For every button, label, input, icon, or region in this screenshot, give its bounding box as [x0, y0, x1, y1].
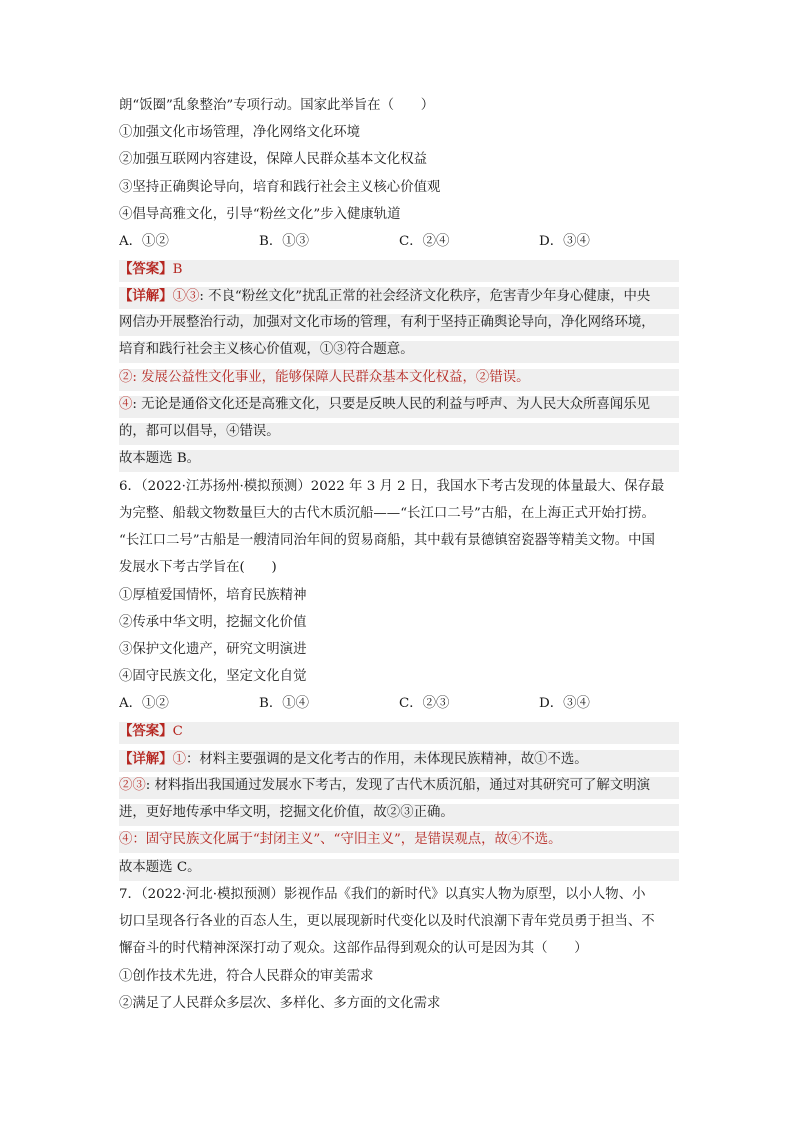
q7-item-2: ②满足了人民群众多层次、多样化、多方面的文化需求: [119, 996, 441, 1011]
q5-detail-line-2: [119, 314, 679, 336]
q5-option-a: A．①②: [119, 234, 169, 249]
q6-options: [119, 695, 679, 717]
q6-stem-line-2: 为完整、船载文物数量巨大的古代木质沉船——“长江口二号”古船，在上海正式开始打捞。: [119, 506, 655, 521]
q6-stem-line-3: “长江口二号”古船是一艘清同治年间的贸易商船，其中载有景德镇窑瓷器等精美文物。中国: [119, 533, 655, 548]
detail-text: : 无论是通俗文化还是高雅文化，只要是反映人民的利益与呼声、为人民大众所喜闻乐见: [132, 397, 650, 412]
q6-detail-line-4: [119, 831, 679, 853]
q6-detail-line-2: [119, 777, 679, 799]
q5-detail-line-5: [119, 396, 679, 418]
detail-text: 的，都可以倡导，④错误。: [119, 424, 280, 439]
detail-prefix: ①③: [172, 289, 200, 304]
q6-option-a: A．①②: [119, 696, 169, 711]
q7-stem-line-3: 懈奋斗的时代精神深深打动了观众。这部作品得到观众的认可是因为其（ ）: [119, 941, 588, 956]
detail-text: 培育和践行社会主义核心价值观，①③符合题意。: [119, 342, 414, 357]
detail-text: 网信办开展整治行动，加强对文化市场的管理，有利于坚持正确舆论导向，净化网络环境，: [119, 315, 655, 330]
q5-options: [119, 233, 679, 255]
q5-stem-tail: 朗“饭圈”乱象整治”专项行动。国家此举旨在（ ）: [119, 98, 435, 113]
detail-text: : 材料指出我国通过发展水下考古，发现了古代木质沉船，通过对其研究可了解文明演: [145, 778, 650, 793]
q5-option-d: D．③④: [539, 234, 590, 249]
q6-option-c: C．②③: [399, 696, 450, 711]
q5-item-3: ③坚持正确舆论导向，培育和践行社会主义核心价值观: [119, 180, 441, 195]
answer-value: B: [172, 262, 183, 277]
q6-option-d: D．③④: [539, 696, 590, 711]
detail-label: 【详解】: [119, 288, 173, 304]
q5-conclusion: 故本题选 B。: [119, 450, 679, 472]
q6-conclusion: 故本题选 C。: [119, 859, 679, 881]
q7-stem-line-1: 7．（2022·河北·模拟预测）影视作品《我们的新时代》以真实人物为原型，以小人物、小: [119, 887, 646, 902]
q6-detail-line-3: [119, 804, 679, 826]
q5-item-1: ①加强文化市场管理，净化网络文化环境: [119, 125, 361, 140]
q5-item-2: ②加强互联网内容建设，保障人民群众基本文化权益: [119, 152, 427, 167]
q5-answer: [119, 260, 679, 282]
q5-item-4: ④倡导高雅文化，引导“粉丝文化”步入健康轨道: [119, 207, 401, 222]
detail-text: ：固守民族文化属于“封闭主义”、“守旧主义”，是错误观点，故④不选。: [132, 832, 562, 847]
answer-label: 【答案】: [119, 261, 173, 277]
q7-stem-line-2: 切口呈现各行各业的百态人生，更以展现新时代变化以及时代浪潮下青年党员勇于担当、不: [119, 914, 655, 929]
detail-text: 进，更好地传承中华文明，挖掘文化价值，故②③正确。: [119, 805, 454, 820]
q6-item-1: ①厚植爱国情怀，培育民族精神: [119, 588, 307, 603]
detail-prefix: ④: [119, 832, 133, 847]
detail-prefix: ②: [119, 370, 133, 385]
detail-text: ：材料主要强调的是文化考古的作用，未体现民族精神，故①不选。: [185, 752, 588, 767]
q7-item-1: ①创作技术先进，符合人民群众的审美需求: [119, 969, 374, 984]
detail-prefix: ①: [172, 752, 186, 767]
answer-value: C: [172, 724, 183, 739]
q5-detail-line-6: [119, 423, 679, 445]
q6-item-2: ②传承中华文明，挖掘文化价值: [119, 615, 307, 630]
q5-detail-line-3: [119, 341, 679, 363]
q6-detail-line-1: [119, 750, 679, 772]
q6-stem-line-1: 6．（2022·江苏扬州·模拟预测）2022 年 3 月 2 日，我国水下考古发现的体量最大、保存最: [119, 479, 665, 494]
q6-item-3: ③保护文化遗产，研究文明演进: [119, 642, 307, 657]
q6-answer: [119, 722, 679, 744]
detail-prefix: ④: [119, 397, 133, 412]
q6-item-4: ④固守民族文化，坚定文化自觉: [119, 669, 307, 684]
detail-text: : 发展公益性文化事业，能够保障人民群众基本文化权益，②错误。: [132, 370, 530, 385]
q5-option-c: C．②④: [399, 234, 450, 249]
q6-option-b: B．①④: [259, 696, 310, 711]
detail-text: : 不良“粉丝文化”扰乱正常的社会经济文化秩序，危害青少年身心健康，中央: [199, 289, 651, 304]
detail-label: 【详解】: [119, 751, 173, 767]
q6-stem-line-4: 发展水下考古学旨在( ): [119, 560, 277, 575]
q5-detail-line-4: [119, 369, 679, 391]
answer-label: 【答案】: [119, 723, 173, 739]
q5-option-b: B．①③: [259, 234, 310, 249]
detail-prefix: ②③: [119, 778, 146, 793]
q5-detail-line-1: [119, 287, 679, 309]
